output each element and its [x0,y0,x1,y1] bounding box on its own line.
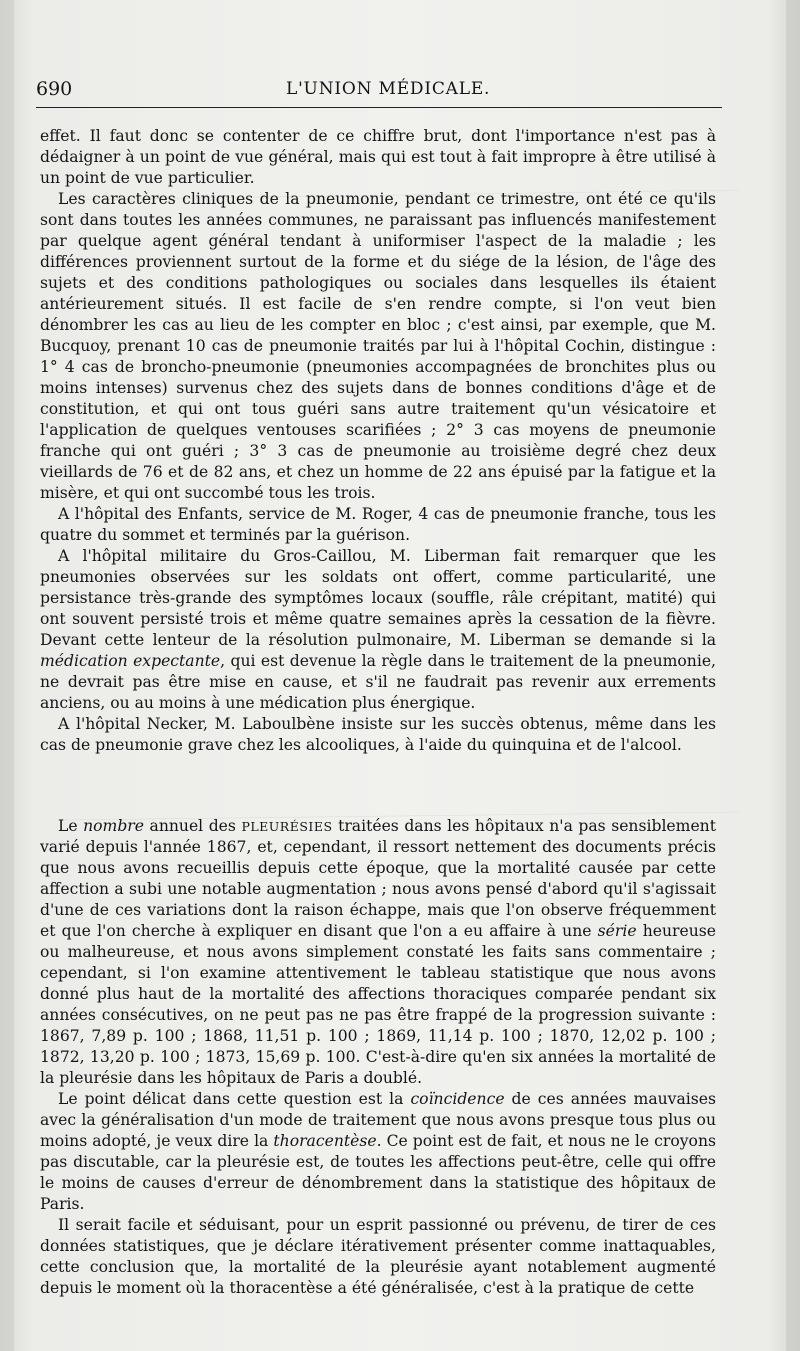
paragraph-4-text-b: , qui est devenue la règle dans le traitement de la pneumonie, ne devrait pas être mise en cause, et s'il ne faudrait pas revenir aux errements anciens, ou au moins à une médication plus énergique. [40,652,717,712]
paragraph-6-italic-1: nombre [83,817,144,835]
header-rule [36,107,722,108]
paragraph-6-italic-2: série [597,922,637,940]
paragraph-1: effet. Il faut donc se contenter de ce chiffre brut, dont l'importance n'est pas à dédaigner à un point de vue général, mais qui est tout à fait impropre à être utilisé à un point de vue particulier. [40,127,716,187]
paragraph-4-italic: médication expectante [40,652,221,670]
paragraph-6-small-caps: PLEURÉSIES [241,819,333,834]
paragraph-6-text-c: traitées dans les hôpitaux n'a pas sensiblement varié depuis l'année 1867, et, cependant, il ressort nettement des documents précis que nous avons recueillis depuis cette époque, que la mortalité causée par cette affection a subi une notable augmentation ; nous avons pensé d'abord qu'il s'agissait d'une de ces variations dont la raison échappe, mais que l'on observe fréquemment et que l'on cherche à expliquer en disant que l'on a eu affaire à une [40,817,716,940]
paragraph-6 [40,816,716,1089]
paragraph-7-text-b: de ces années mauvaises avec la généralisation d'un mode de traitement que nous avons presque tous plus ou moins adopté, je veux dire la [40,1090,716,1150]
page-header [36,78,722,108]
paragraph-3: A l'hôpital des Enfants, service de M. Roger, 4 cas de pneumonie franche, tous les quatre du sommet et terminés par la guérison. [40,505,716,544]
paragraph-7-italic-2: thoracentèse [273,1132,377,1150]
paragraph-7 [40,1089,716,1215]
paragraph-6-text-b: annuel des [144,817,242,835]
paragraph-7-italic-1: coïncidence [410,1090,505,1108]
paragraph-7-text-c: . Ce point est de fait, et nous ne le croyons pas discutable, car la pleurésie est, de toutes les affections peut-être, celle qui offre le moins de causes d'erreur de dénombrement dans la statistique des hôpitaux de Paris. [40,1132,716,1213]
page-number: 690 [36,78,73,100]
paragraph-6-text-a: Le [58,817,84,835]
paragraph-4 [40,546,716,714]
paragraph-6-text-d: heureuse ou malheureuse, et nous avons simplement constaté les faits sans commentaire ; cependant, si l'on examine attentivement le tableau statistique que nous avons donné plus haut de la mortalité des affections thoraciques comparée pendant six années consécutives, on ne peut pas ne pas être frappé de la progression suivante : 1867, 7,89 p. 100 ; 1868, 11,51 p. 100 ; 1869, 11,14 p. 100 ; 1870, 12,02 p. 100 ; 1872, 13,20 p. 100 ; 1873, 15,69 p. 100. C'est-à-dire qu'en six années la mortalité de la pleurésie dans les hôpitaux de Paris a doublé. [40,922,716,1087]
paragraph-2: Les caractères cliniques de la pneumonie, pendant ce trimestre, ont été ce qu'ils sont dans toutes les années communes, ne paraissant pas influencés manifestement par quelque agent général tendant à uniformiser l'aspect de la maladie ; les différences proviennent surtout de la forme et du siége de la lésion, de l'âge des sujets et des conditions pathologiques ou sociales dans lesquelles ils étaient antérieurement situés. Il est facile de s'en rendre compte, si l'on veut bien dénombrer les cas au lieu de les compter en bloc ; c'est ainsi, par exemple, que M. Bucquoy, prenant 10 cas de pneumonie traités par lui à l'hôpital Cochin, distingue : 1° 4 cas de broncho-pneumonie (pneumonies accompagnées de bronchites plus ou moins intenses) survenus chez des sujets dans de bonnes conditions d'âge et de constitution, et qui ont tous guéri sans autre traitement qu'un vésicatoire et l'application de quelques ventouses scarifiées ; 2° 3 cas moyens de pneumonie franche qui ont guéri ; 3° 3 cas de pneumonie au troisième degré chez deux vieillards de 76 et de 82 ans, et chez un homme de 22 ans épuisé par la fatigue et la misère, et qui ont succombé tous les trois. [40,190,716,502]
paragraph-8: Il serait facile et séduisant, pour un esprit passionné ou prévenu, de tirer de ces données statistiques, que je déclare itérativement présenter comme inattaquables, cette conclusion que, la mortalité de la pleurésie ayant notablement augmenté depuis le moment où la thoracentèse a été généralisée, c'est à la pratique de cette [40,1216,716,1297]
paragraph-5: A l'hôpital Necker, M. Laboulbène insiste sur les succès obtenus, même dans les cas de pneumonie grave chez les alcooliques, à l'aide du quinquina et de l'alcool. [40,715,716,754]
body-text [40,126,716,1299]
running-head: L'UNION MÉDICALE. [286,79,491,99]
paragraph-4-text-a: A l'hôpital militaire du Gros-Caillou, M. Liberman fait remarquer que les pneumonies observées sur les soldats ont offert, comme particularité, une persistance très-grande des symptômes locaux (souffle, râle crépitant, matité) qui ont souvent persisté trois et même quatre semaines après la cessation de la fièvre. Devant cette lenteur de la résolution pulmonaire, M. Liberman se demande si la [40,547,716,649]
paragraph-7-text-a: Le point délicat dans cette question est la [58,1090,411,1108]
